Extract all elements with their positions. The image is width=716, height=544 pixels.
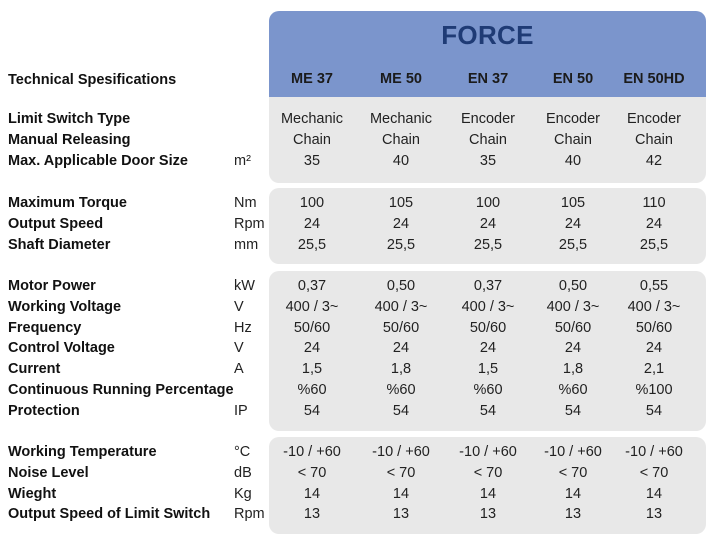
spec-value: 1,5 — [301, 361, 323, 378]
spec-value: 1,8 — [390, 361, 412, 378]
spec-value: Chain — [469, 131, 507, 148]
spec-value: 105 — [388, 195, 414, 211]
spec-value: 50/60 — [469, 319, 507, 336]
spec-value: < 70 — [297, 464, 327, 481]
spec-value: -10 / +60 — [459, 444, 517, 460]
spec-value: 0,50 — [386, 278, 416, 294]
spec-value: 14 — [392, 485, 410, 502]
spec-value: Encoder — [460, 111, 516, 127]
spec-value: 400 / 3~ — [461, 298, 515, 315]
spec-label: Frequency — [8, 319, 82, 336]
spec-unit: IP — [234, 402, 248, 419]
spec-value: < 70 — [473, 464, 503, 481]
spec-value: < 70 — [558, 464, 588, 481]
spec-label: Maximum Torque — [8, 195, 127, 211]
spec-value: Mechanic — [369, 111, 433, 127]
spec-value: 54 — [392, 402, 410, 419]
spec-label: Wieght — [8, 485, 57, 502]
spec-value: 0,55 — [639, 278, 669, 294]
spec-value: 1,8 — [562, 361, 584, 378]
spec-value: 25,5 — [558, 236, 588, 253]
spec-unit: mm — [234, 236, 259, 253]
spec-value: 0,37 — [473, 278, 503, 294]
spec-value: 0,37 — [297, 278, 327, 294]
spec-label: Protection — [8, 402, 80, 419]
spec-label: Noise Level — [8, 464, 89, 481]
spec-value: 40 — [564, 152, 582, 169]
spec-title: Technical Spesifications — [8, 72, 177, 88]
spec-label: Max. Applicable Door Size — [8, 152, 188, 169]
spec-label: Continuous Running Percentage — [8, 382, 234, 398]
spec-value: 105 — [560, 195, 586, 211]
spec-value: 2,1 — [643, 361, 665, 378]
spec-value: Encoder — [626, 111, 682, 127]
spec-value: %60 — [558, 382, 588, 398]
spec-label: Control Voltage — [8, 340, 115, 357]
spec-value: 100 — [299, 195, 325, 211]
spec-value: %100 — [635, 382, 673, 398]
spec-value: 13 — [645, 506, 663, 523]
spec-unit: A — [234, 361, 244, 378]
spec-value: 24 — [564, 340, 582, 357]
spec-value: 24 — [392, 215, 410, 232]
spec-value: -10 / +60 — [372, 444, 430, 460]
spec-value: 24 — [303, 215, 321, 232]
spec-value: < 70 — [386, 464, 416, 481]
spec-value: Mechanic — [280, 111, 344, 127]
spec-value: 14 — [303, 485, 321, 502]
spec-label: Motor Power — [8, 278, 96, 294]
spec-value: 14 — [564, 485, 582, 502]
spec-value: 25,5 — [386, 236, 416, 253]
spec-label: Working Temperature — [8, 444, 157, 460]
spec-value: 24 — [564, 215, 582, 232]
spec-value: 54 — [564, 402, 582, 419]
spec-unit: Kg — [234, 485, 252, 502]
spec-unit: V — [234, 340, 244, 357]
spec-label: Shaft Diameter — [8, 236, 111, 253]
spec-value: %60 — [386, 382, 416, 398]
spec-value: 24 — [479, 340, 497, 357]
spec-value: 54 — [645, 402, 663, 419]
spec-value: 13 — [564, 506, 582, 523]
spec-value: 42 — [645, 152, 663, 169]
spec-value: 24 — [303, 340, 321, 357]
spec-value: Chain — [293, 131, 331, 148]
spec-unit: Rpm — [234, 215, 265, 232]
spec-value: 0,50 — [558, 278, 588, 294]
spec-value: -10 / +60 — [625, 444, 683, 460]
spec-label: Limit Switch Type — [8, 111, 131, 127]
spec-value: 24 — [479, 215, 497, 232]
brand-title: FORCE — [441, 20, 534, 50]
spec-value: Chain — [554, 131, 592, 148]
spec-value: %60 — [473, 382, 503, 398]
spec-value: 25,5 — [297, 236, 327, 253]
spec-value: 40 — [392, 152, 410, 169]
spec-label: Working Voltage — [8, 298, 122, 315]
spec-value: 1,5 — [477, 361, 499, 378]
spec-value: Encoder — [545, 111, 601, 127]
column-header: EN 50HD — [623, 71, 685, 87]
spec-unit: dB — [234, 464, 252, 481]
spec-value: 13 — [479, 506, 497, 523]
column-header: EN 37 — [467, 71, 509, 87]
spec-unit: V — [234, 298, 244, 315]
spec-value: 35 — [479, 152, 497, 169]
spec-label: Current — [8, 361, 61, 378]
spec-label: Manual Releasing — [8, 131, 131, 148]
spec-value: 110 — [642, 195, 666, 211]
spec-value: 50/60 — [554, 319, 592, 336]
column-header: EN 50 — [552, 71, 594, 87]
spec-value: 400 / 3~ — [285, 298, 339, 315]
spec-value: -10 / +60 — [544, 444, 602, 460]
spec-value: -10 / +60 — [283, 444, 341, 460]
spec-value: 54 — [303, 402, 321, 419]
spec-value: Chain — [382, 131, 420, 148]
spec-value: %60 — [297, 382, 327, 398]
spec-value: Chain — [635, 131, 673, 148]
spec-unit: Hz — [234, 319, 252, 336]
spec-value: 54 — [479, 402, 497, 419]
column-header: ME 37 — [291, 71, 333, 87]
spec-value: 50/60 — [635, 319, 673, 336]
spec-value: < 70 — [639, 464, 669, 481]
spec-value: 14 — [479, 485, 497, 502]
spec-label: Output Speed — [8, 215, 104, 232]
spec-value: 400 / 3~ — [546, 298, 600, 315]
spec-unit: kW — [234, 278, 255, 294]
spec-value: 14 — [645, 485, 663, 502]
spec-value: 50/60 — [293, 319, 331, 336]
spec-value: 24 — [392, 340, 410, 357]
spec-value: 400 / 3~ — [627, 298, 681, 315]
spec-value: 13 — [392, 506, 410, 523]
spec-value: 400 / 3~ — [374, 298, 428, 315]
column-header: ME 50 — [380, 71, 422, 87]
spec-unit: Nm — [234, 195, 257, 211]
spec-value: 24 — [645, 215, 663, 232]
spec-unit: m² — [234, 152, 251, 169]
spec-unit: Rpm — [234, 506, 265, 523]
spec-value: 100 — [475, 195, 501, 211]
spec-value: 35 — [303, 152, 321, 169]
spec-value: 24 — [645, 340, 663, 357]
spec-value: 13 — [303, 506, 321, 523]
spec-unit: °C — [234, 444, 251, 460]
spec-value: 25,5 — [473, 236, 503, 253]
spec-label: Output Speed of Limit Switch — [8, 506, 211, 523]
spec-value: 50/60 — [382, 319, 420, 336]
spec-value: 25,5 — [639, 236, 669, 253]
